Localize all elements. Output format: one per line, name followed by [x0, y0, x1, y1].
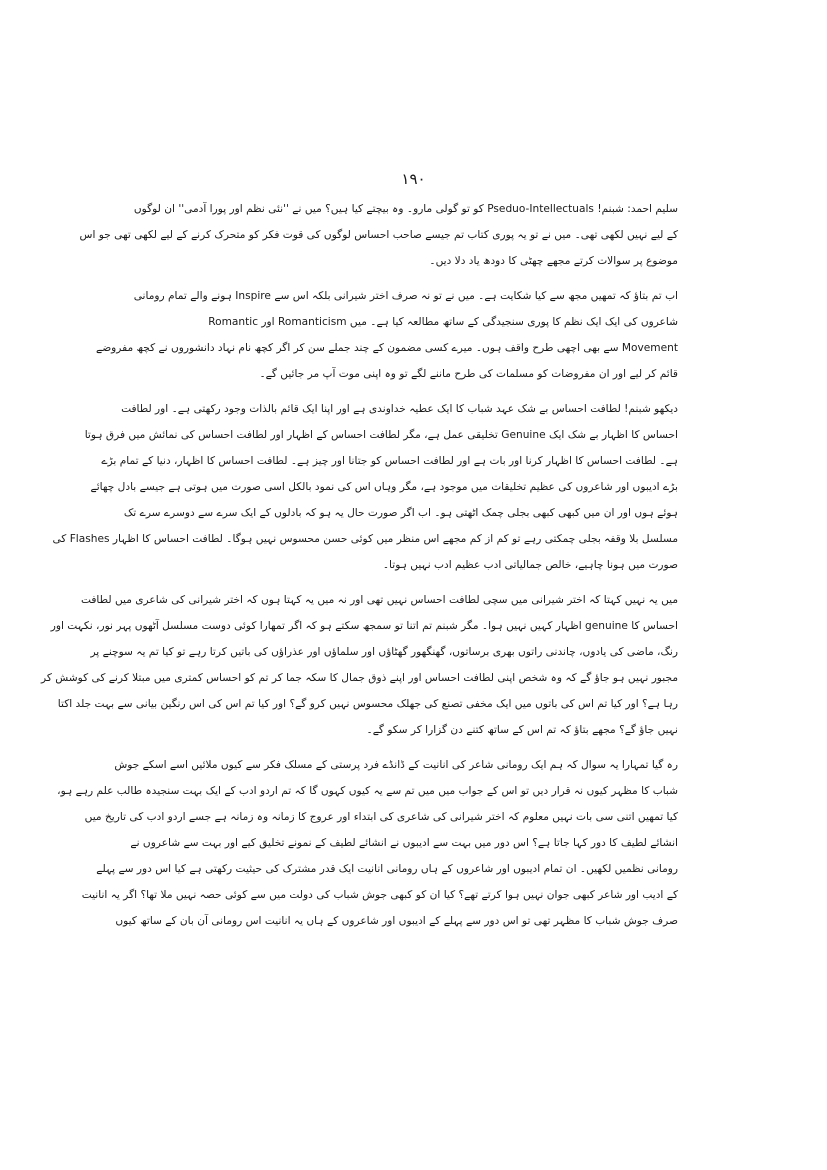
text-line: مجبور نہیں ہو جاؤ گے کہ وہ شخص اپنی لطافت احساس اور اپنے ذوق جمال کا سکہ جما کر تم کو احساس کمتری میں مبتلا کرنے کی کوشش کر	[41, 672, 678, 684]
text-line: نہیں جاؤ گے؟ مجھے بتاؤ کہ تم اس کے ساتھ کتنے دن گزارا کر سکو گے۔	[366, 724, 678, 736]
text-line: مسلسل بلا وقفہ بجلی چمکتی رہے تو کم از کم مجھے اس منظر میں کوئی حسن محسوس نہیں ہوگا۔ لطافت احساس کا اظہار Flashes کی	[52, 533, 678, 545]
text-line: رنگ، ماضی کی یادوں، چاندنی راتوں بھری برساتوں، گھنگھور گھٹاؤں اور سلماؤں اور عذراؤں کی باتیں کرتا رہے تو کیا تم یہ سوچنے پر	[90, 646, 678, 658]
paragraph	[52, 396, 678, 578]
text-line: موضوع پر سوالات کرتے مجھے چھٹی کا دودھ یاد دلا دیں۔	[429, 255, 678, 267]
text-line: بڑے ادیبوں اور شاعروں کی عظیم تخلیقات میں موجود ہے، مگر وہاں اس کی نمود بالکل اسی صورت میں ہوتی ہے جیسے بادل چھائے	[90, 481, 678, 493]
text-line: رہا ہے؟ اور کیا تم اس کی باتوں میں ایک مخفی تصنع کی جھلک محسوس نہیں کرو گے؟ اور کیا تم اس کی اس رنگین بیانی سے بہت جلد اکتا	[57, 698, 678, 710]
paragraph	[95, 283, 678, 387]
text-line: رہ گیا تمہارا یہ سوال کہ ہم ایک رومانی شاعر کی انانیت کے ڈانڈے فرد پرستی کے مسلک فکر سے کیوں ملائیں اسے اسکے جوش	[114, 759, 678, 771]
text-line: ہے۔ لطافت احساس کا اظہار کرنا اور بات ہے اور لطافت احساس کو جتانا اور چیز ہے۔ لطافت احساس کا اظہار، دنیا کے تمام بڑے	[101, 455, 678, 467]
paragraph	[57, 752, 678, 934]
text-line: احساس کا اظہار بے شک ایک Genuine تخلیقی عمل ہے، مگر لطافت احساس کے اظہار اور لطافت احساس کی نمائش میں فرق ہوتا	[84, 429, 678, 441]
paragraph	[79, 196, 678, 274]
text-line: کیا تمھیں اتنی سی بات نہیں معلوم کہ اختر شیرانی کی شاعری کی ابتداء اور عروج کا زمانہ وہ زمانہ ہے جسے اردو ادب کی تاریخ میں	[84, 811, 678, 823]
text-line: شباب کا مظہر کیوں نہ قرار دیں تو اس کے جواب میں میں تم سے یہ کیوں کہوں گا کہ تم اردو ادب کے ایک بہت سنجیدہ طالب علم رہے ہو،	[57, 785, 678, 797]
text-line: صورت میں ہونا چاہیے، خالص جمالیاتی ادب عظیم ادب نہیں ہوتا۔	[382, 559, 678, 571]
text-line: Movement سے بھی اچھی طرح واقف ہوں۔ میرے کسی مضمون کے چند جملے سن کر اگر کچھ نام نہاد دانشوروں نے کچھ مفروضے	[95, 342, 678, 354]
text-line: شاعروں کی ایک ایک نظم کا پوری سنجیدگی کے ساتھ مطالعہ کیا ہے۔ میں Romanticism اور Romantic	[208, 316, 678, 328]
text-line: کے لیے نہیں لکھی تھی۔ میں نے تو یہ پوری کتاب تم جیسے صاحب احساس لوگوں کی قوت فکر کو متحرک کرنے کے لیے لکھی تھی جو اس	[79, 229, 678, 241]
text-line: ہوئے ہوں اور ان میں کبھی کبھی بجلی چمک اٹھتی ہو۔ اب اگر صورت حال یہ ہو کہ بادلوں کے ایک سرے سے دوسرے سرے تک	[123, 507, 678, 519]
text-line: میں یہ نہیں کہتا کہ اختر شیرانی میں سچی لطافت احساس نہیں تھی اور نہ میں یہ کہتا ہوں کہ اختر شیرانی کی شاعری میں لطافت	[80, 594, 678, 606]
paragraph	[41, 587, 678, 743]
text-line: صرف جوش شباب کا مظہر تھی تو اس دور سے پہلے کے ادیبوں اور شاعروں کے ہاں یہ انانیت اس رومانی آن بان کے ساتھ کیوں	[115, 915, 678, 927]
text-line: اب تم بتاؤ کہ تمھیں مجھ سے کیا شکایت ہے۔ میں نے تو نہ صرف اختر شیرانی بلکہ اس سے Inspire ہونے والے تمام رومانی	[133, 290, 678, 302]
text-line: سلیم احمد: شبنم! Pseduo-Intellectuals کو تو گولی مارو۔ وہ بیچتے کیا ہیں؟ میں نے ''نئی نظم اور پورا آدمی'' ان لوگوں	[133, 203, 678, 215]
text-line: کے ادیب اور شاعر کبھی جوان نہیں ہوا کرتے تھے؟ کیا ان کو کبھی جوش شباب کی دولت میں سے کوئی حصہ نہیں ملا تھا؟ اگر یہ انانیت	[81, 889, 678, 901]
text-line: انشائے لطیف کا دور کہا جاتا ہے؟ اس دور میں بہت سے ادیبوں نے انشائے لطیف کے نمونے تخلیق کیے اور بہت سے شاعروں نے	[130, 837, 678, 849]
text-line: دیکھو شبنم! لطافت احساس بے شک عہد شباب کا ایک عطیہ خداوندی ہے اور اپنا ایک قائم بالذات وجود رکھتی ہے۔ اور لطافت	[121, 403, 678, 415]
body-text	[41, 196, 678, 943]
text-line: احساس کا genuine اظہار کہیں نہیں ہوا۔ مگر شبنم تم اتنا تو سمجھ سکتے ہو کہ اگر تمھارا کوئی دوست مسلسل آٹھوں پہر نور، نکہت اور	[50, 620, 678, 632]
page-number: ۱۹۰	[401, 170, 426, 188]
text-line: قائم کر لیے اور ان مفروضات کو مسلمات کی طرح ماننے لگے تو وہ اپنی موت آپ مر جائیں گے۔	[259, 368, 678, 380]
text-line: رومانی نظمیں لکھیں۔ ان تمام ادیبوں اور شاعروں کے ہاں رومانی انانیت ایک قدر مشترک کی حیثیت رکھتی ہے کیا اس دور سے پہلے	[96, 863, 678, 875]
